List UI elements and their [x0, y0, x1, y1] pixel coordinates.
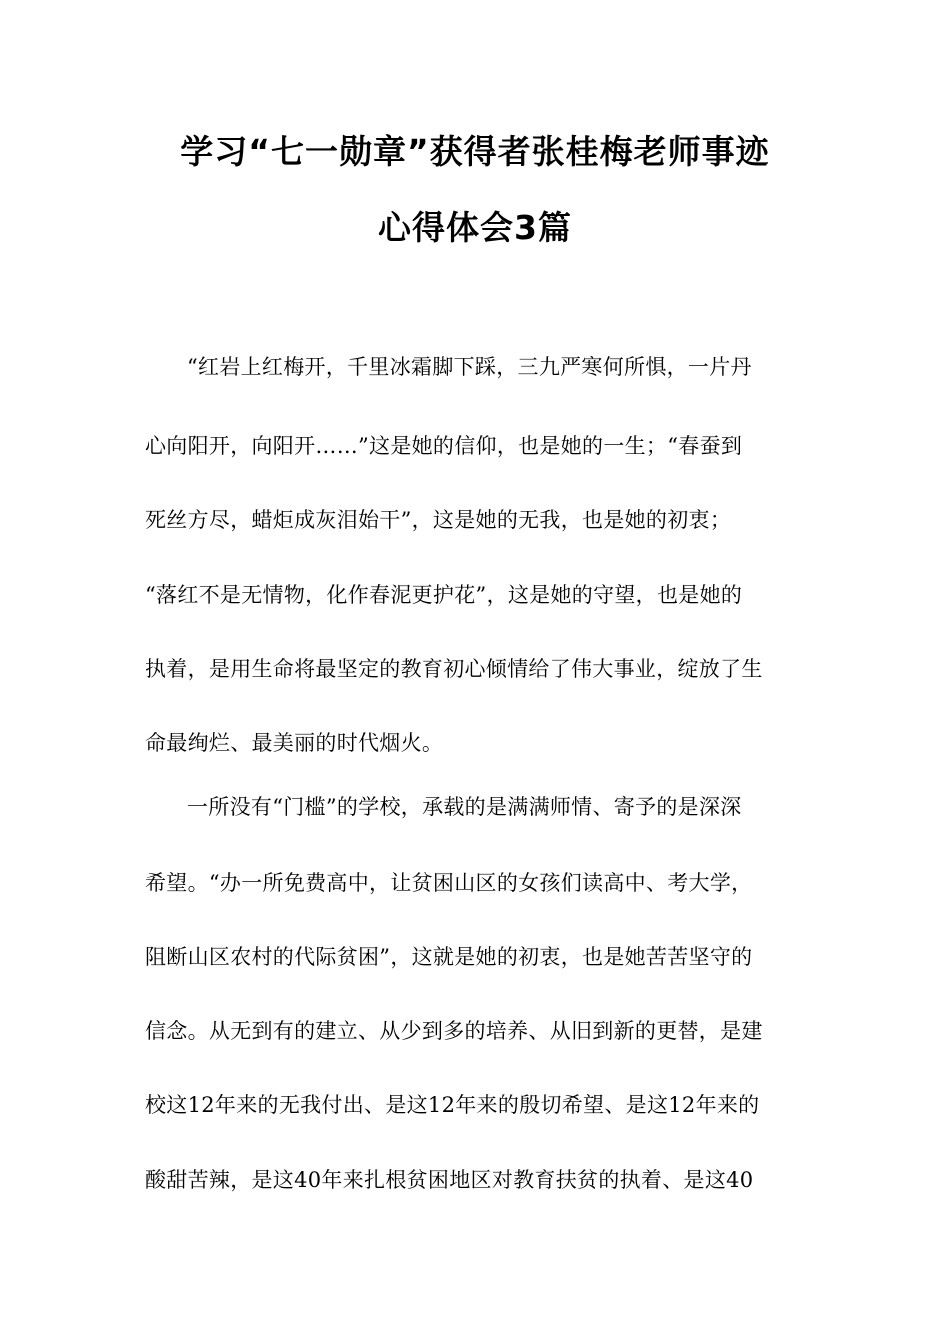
paragraph-1-line: “红岩上红梅开，千里冰霜脚下踩，三九严寒何所惧，一片丹 — [187, 355, 752, 379]
paragraph-2-line: 酸甜苦辣，是这40年来扎根贫困地区对教育扶贫的执着、是这40 — [145, 1168, 754, 1192]
paragraph-2-line: 希望。“办一所免费高中，让贫困山区的女孩们读高中、考大学， — [145, 871, 753, 895]
paragraph-2-line: 校这12年来的无我付出、是这12年来的殷切希望、是这12年来的 — [145, 1093, 760, 1117]
paragraph-1-line: “落红不是无情物，化作春泥更护花”，这是她的守望，也是她的 — [145, 583, 743, 607]
paragraph-1-line: 执着，是用生命将最坚定的教育初心倾情给了伟大事业，绽放了生 — [145, 657, 763, 681]
paragraph-1-line: 命最绚烂、最美丽的时代烟火。 — [145, 731, 444, 755]
document-title-line-2: 心得体会3篇 — [378, 208, 572, 247]
paragraph-1-line: 心向阳开，向阳开……”这是她的信仰，也是她的一生；“春蚕到 — [145, 434, 743, 458]
paragraph-2-line: 信念。从无到有的建立、从少到多的培养、从旧到新的更替，是建 — [145, 1019, 763, 1043]
paragraph-2-line: 阻断山区农村的代际贫困”，这就是她的初衷，也是她苦苦坚守的 — [145, 945, 753, 969]
paragraph-2-line: 一所没有“门槛”的学校，承载的是满满师情、寄予的是深深 — [187, 795, 742, 819]
document-title-line-1: 学习“七一勋章”获得者张桂梅老师事迹 — [180, 132, 770, 171]
paragraph-1-line: 死丝方尽，蜡炬成灰泪始干”，这是她的无我，也是她的初衷； — [145, 508, 732, 532]
